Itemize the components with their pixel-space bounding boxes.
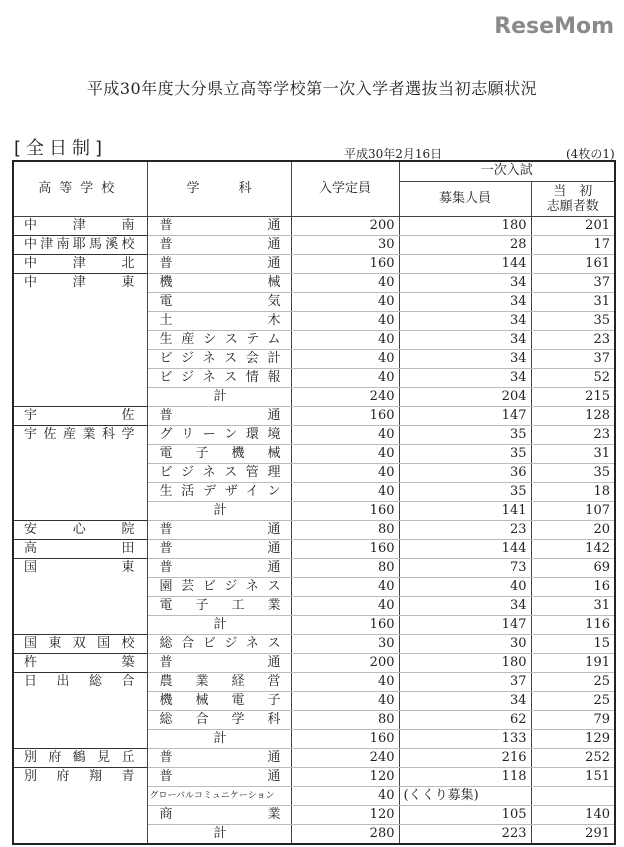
school-name [13, 368, 147, 387]
department: グローバルコミュニケーション [147, 786, 291, 805]
recruit: 35 [399, 482, 531, 501]
table-row [13, 387, 615, 406]
table-row [13, 463, 615, 482]
capacity: 30 [291, 634, 399, 653]
applicants: 52 [531, 368, 615, 387]
recruit: 141 [399, 501, 531, 520]
school-name [13, 482, 147, 501]
table-row [13, 824, 615, 844]
recruit: 105 [399, 805, 531, 824]
table-row [13, 634, 615, 653]
applicants: 35 [531, 311, 615, 330]
capacity: 160 [291, 729, 399, 748]
recruit: 35 [399, 425, 531, 444]
table-row [13, 273, 615, 292]
applicants: 107 [531, 501, 615, 520]
capacity: 160 [291, 615, 399, 634]
school-name: 日出総合 [13, 672, 147, 691]
capacity: 240 [291, 748, 399, 767]
department: 普通 [147, 216, 291, 235]
table-row [13, 539, 615, 558]
resemom-watermark: ReseMom [494, 14, 614, 39]
recruit: 30 [399, 634, 531, 653]
department: 計 [147, 729, 291, 748]
applicants: 142 [531, 539, 615, 558]
table-row [13, 691, 615, 710]
table-row [13, 520, 615, 539]
header-applicants-line2: 志願者数 [546, 198, 599, 214]
table-row [13, 425, 615, 444]
school-name: 安心院 [13, 520, 147, 539]
table-row [13, 406, 615, 425]
table-row [13, 653, 615, 672]
header-applicants [531, 181, 615, 216]
school-name [13, 710, 147, 729]
school-name [13, 786, 147, 805]
capacity: 80 [291, 558, 399, 577]
applicants [531, 786, 615, 805]
applicants: 23 [531, 330, 615, 349]
school-name [13, 577, 147, 596]
table-row [13, 767, 615, 786]
school-name: 国東 [13, 558, 147, 577]
recruit: 28 [399, 235, 531, 254]
department: 計 [147, 615, 291, 634]
department: 計 [147, 501, 291, 520]
school-name: 杵築 [13, 653, 147, 672]
capacity: 40 [291, 482, 399, 501]
capacity: 240 [291, 387, 399, 406]
school-name [13, 387, 147, 406]
applicants: 16 [531, 577, 615, 596]
applicants: 20 [531, 520, 615, 539]
recruit: 34 [399, 273, 531, 292]
recruit: 23 [399, 520, 531, 539]
table-row [13, 615, 615, 634]
recruit: 36 [399, 463, 531, 482]
school-name [13, 501, 147, 520]
recruit: 62 [399, 710, 531, 729]
table-row [13, 292, 615, 311]
capacity: 40 [291, 786, 399, 805]
department: 普通 [147, 558, 291, 577]
table-row [13, 216, 615, 235]
applicants: 69 [531, 558, 615, 577]
department: 計 [147, 824, 291, 844]
department: 生産システム [147, 330, 291, 349]
capacity: 40 [291, 349, 399, 368]
recruit: 34 [399, 596, 531, 615]
school-name [13, 729, 147, 748]
school-name: 国東双国校 [13, 634, 147, 653]
capacity: 80 [291, 520, 399, 539]
school-name [13, 596, 147, 615]
school-name: 中津南耶馬溪校 [13, 235, 147, 254]
department: 機械 [147, 273, 291, 292]
recruit: 34 [399, 691, 531, 710]
department: 普通 [147, 767, 291, 786]
applicants: 128 [531, 406, 615, 425]
recruit: 34 [399, 330, 531, 349]
table-row [13, 368, 615, 387]
capacity: 160 [291, 539, 399, 558]
school-name [13, 805, 147, 824]
school-name [13, 330, 147, 349]
capacity: 280 [291, 824, 399, 844]
header-applicants-line1: 当 初 [553, 183, 593, 199]
capacity: 160 [291, 406, 399, 425]
capacity: 40 [291, 691, 399, 710]
capacity: 40 [291, 292, 399, 311]
school-name [13, 292, 147, 311]
school-name: 宇佐 [13, 406, 147, 425]
recruit: 223 [399, 824, 531, 844]
applications-table [12, 160, 616, 845]
header-dept: 学 科 [147, 161, 291, 216]
department: ビジネス会計 [147, 349, 291, 368]
capacity: 30 [291, 235, 399, 254]
table-row [13, 786, 615, 805]
table-row [13, 672, 615, 691]
school-name: 中津北 [13, 254, 147, 273]
applicants: 23 [531, 425, 615, 444]
capacity: 40 [291, 672, 399, 691]
applicants: 17 [531, 235, 615, 254]
recruit: 180 [399, 216, 531, 235]
document-title: 平成30年度大分県立高等学校第一次入学者選抜当初志願状況 [86, 79, 538, 98]
school-name [13, 444, 147, 463]
department: 計 [147, 387, 291, 406]
school-name [13, 349, 147, 368]
school-name [13, 311, 147, 330]
recruit: 204 [399, 387, 531, 406]
recruit: 147 [399, 406, 531, 425]
capacity: 40 [291, 444, 399, 463]
department: 土木 [147, 311, 291, 330]
table-row [13, 349, 615, 368]
recruit: 147 [399, 615, 531, 634]
capacity: 40 [291, 311, 399, 330]
table-row [13, 748, 615, 767]
table-row [13, 558, 615, 577]
capacity: 200 [291, 216, 399, 235]
school-name: 別府鶴見丘 [13, 748, 147, 767]
applicants: 15 [531, 634, 615, 653]
table-row [13, 330, 615, 349]
applicants: 25 [531, 691, 615, 710]
applicants: 35 [531, 463, 615, 482]
department: グリーン環境 [147, 425, 291, 444]
capacity: 40 [291, 577, 399, 596]
applicants: 18 [531, 482, 615, 501]
recruit: 40 [399, 577, 531, 596]
department: 電気 [147, 292, 291, 311]
capacity: 120 [291, 805, 399, 824]
applicants: 31 [531, 596, 615, 615]
department: 総合学科 [147, 710, 291, 729]
department: ビジネス情報 [147, 368, 291, 387]
applicants: 215 [531, 387, 615, 406]
system-label: [全日制] [14, 138, 108, 159]
recruit: 37 [399, 672, 531, 691]
recruit: 118 [399, 767, 531, 786]
recruit: 216 [399, 748, 531, 767]
applicants: 151 [531, 767, 615, 786]
school-name [13, 463, 147, 482]
capacity: 40 [291, 273, 399, 292]
applicants: 191 [531, 653, 615, 672]
table-row [13, 710, 615, 729]
department: 普通 [147, 235, 291, 254]
applicants: 161 [531, 254, 615, 273]
table-row [13, 444, 615, 463]
capacity: 40 [291, 463, 399, 482]
department: 電子機械 [147, 444, 291, 463]
table-row [13, 482, 615, 501]
applicants: 31 [531, 292, 615, 311]
table-row [13, 501, 615, 520]
header-capacity: 入学定員 [291, 161, 399, 216]
recruit: 35 [399, 444, 531, 463]
applicants: 37 [531, 349, 615, 368]
applicants: 116 [531, 615, 615, 634]
recruit: 144 [399, 254, 531, 273]
capacity: 40 [291, 596, 399, 615]
header-school: 高等学校 [13, 161, 147, 216]
capacity: 160 [291, 501, 399, 520]
school-name: 別府翔青 [13, 767, 147, 786]
capacity: 120 [291, 767, 399, 786]
recruit: 73 [399, 558, 531, 577]
capacity: 80 [291, 710, 399, 729]
recruit: 34 [399, 368, 531, 387]
applicants: 140 [531, 805, 615, 824]
applicants: 31 [531, 444, 615, 463]
date: 平成30年2月16日 [344, 147, 443, 161]
department: 普通 [147, 520, 291, 539]
school-name [13, 691, 147, 710]
capacity: 40 [291, 425, 399, 444]
capacity: 200 [291, 653, 399, 672]
department: 園芸ビジネス [147, 577, 291, 596]
school-name: 宇佐産業科学 [13, 425, 147, 444]
department: 電子工業 [147, 596, 291, 615]
school-name: 中津南 [13, 216, 147, 235]
applicants: 291 [531, 824, 615, 844]
recruit: 34 [399, 292, 531, 311]
table-row [13, 311, 615, 330]
sheet-number: (4枚の1) [566, 147, 615, 161]
table-row [13, 805, 615, 824]
table-row [13, 596, 615, 615]
applicants: 252 [531, 748, 615, 767]
school-name [13, 615, 147, 634]
recruit: 133 [399, 729, 531, 748]
capacity: 40 [291, 368, 399, 387]
table-row [13, 577, 615, 596]
school-name: 中津東 [13, 273, 147, 292]
department: 総合ビジネス [147, 634, 291, 653]
header-first-exam: 一次入試 [399, 161, 615, 181]
department: 機械電子 [147, 691, 291, 710]
capacity: 160 [291, 254, 399, 273]
applicants: 25 [531, 672, 615, 691]
table-row [13, 235, 615, 254]
header-recruit: 募集人員 [399, 181, 531, 216]
applicants: 201 [531, 216, 615, 235]
department: 普通 [147, 254, 291, 273]
applicants: 37 [531, 273, 615, 292]
recruit: 34 [399, 311, 531, 330]
table-row [13, 254, 615, 273]
recruit: (くくり募集) [399, 786, 531, 805]
table-row [13, 729, 615, 748]
department: 生活デザイン [147, 482, 291, 501]
applicants: 129 [531, 729, 615, 748]
applicants: 79 [531, 710, 615, 729]
recruit: 180 [399, 653, 531, 672]
capacity: 40 [291, 330, 399, 349]
school-name: 高田 [13, 539, 147, 558]
department: 普通 [147, 406, 291, 425]
recruit: 34 [399, 349, 531, 368]
department: 商業 [147, 805, 291, 824]
department: ビジネス管理 [147, 463, 291, 482]
department: 普通 [147, 653, 291, 672]
department: 普通 [147, 539, 291, 558]
school-name [13, 824, 147, 844]
recruit: 144 [399, 539, 531, 558]
department: 普通 [147, 748, 291, 767]
department: 農業経営 [147, 672, 291, 691]
